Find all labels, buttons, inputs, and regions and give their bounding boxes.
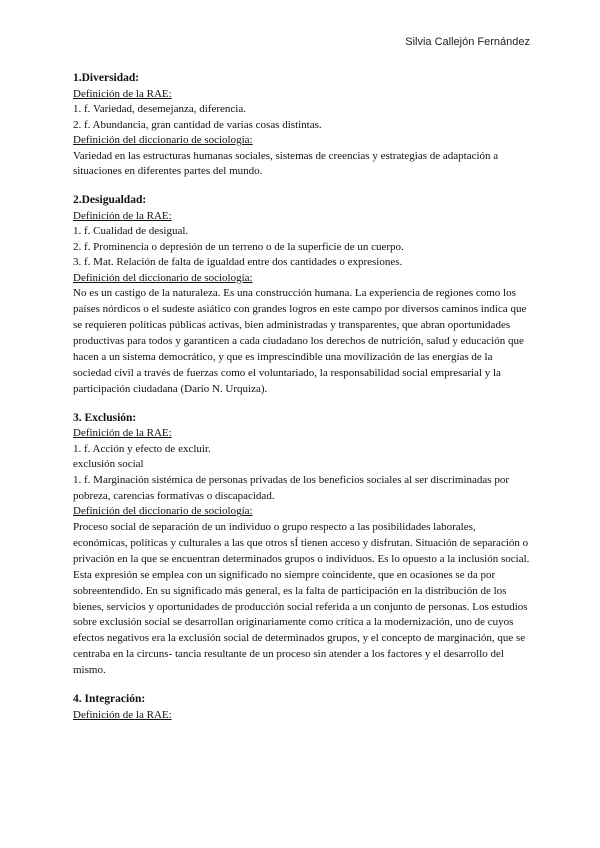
rae-definition-line: exclusión social	[73, 458, 144, 471]
section-integracion	[73, 692, 533, 723]
sociology-definition-label: Definición del diccionario de sociología:	[73, 505, 253, 518]
sociology-definition-text: No es un castigo de la naturaleza. Es una construcción humana. La experiencia de regiones como los países nórdicos o el sudeste asiático con grandes logros en este campo por diversos caminos indica que se requieren políticas públicas activas, bien administradas y transparentes, que abran oportunidades productivas para todos y garanticen a cada ciudadano los derechos de nutrición, salud y educación que hacen a un sistema democrático, y que es imprescindible una movilización de las energías de la sociedad civil a través de fuerzas como el voluntariado, la responsabilidad social empresarial y la participación ciudadana (Darío N. Urquiza).	[73, 287, 527, 395]
rae-definition-line: 1. f. Cualidad de desigual.	[73, 225, 189, 238]
sociology-definition-text: Proceso social de separación de un individuo o grupo respecto a las posibilidades laborales, económicas, políticas y culturales a las que otros sÍ tienen acceso y disfrutan. Situación de separación o privación en la que se encuentran determinados grupos o individuos. Es lo opuesto a la inclusión social. Esta expresión se emplea con un significado no siempre coincidente, que en ocasiones se da por sobreentendido. En su significado más general, es la falta de participación en la distribución de los bienes, servicios y oportunidades de producción social referida a un conjunto de personas. Los estudios sobre exclusión social se desarrollan originariamente como crítica a la modernización, uno de cuyos efectos negativos era la exclusión social de determinados grupos, y el concepto de marginación, que se centraba en la circuns- tancia resultante de un proceso sin atender a los factores y el desarrollo del mismo.	[73, 520, 530, 677]
rae-definition-label: Definición de la RAE:	[73, 87, 172, 100]
rae-definition-line: 1. f. Acción y efecto de excluir.	[73, 442, 211, 455]
document-body	[73, 71, 533, 736]
section-desigualdad	[73, 193, 533, 397]
rae-definition-label: Definición de la RAE:	[73, 209, 172, 222]
rae-definition-line: 2. f. Prominencia o depresión de un terreno o de la superficie de un cuerpo.	[73, 240, 404, 253]
rae-definition-label: Definición de la RAE:	[73, 708, 172, 721]
section-title: 1.Diversidad:	[73, 72, 140, 84]
section-exclusion	[73, 411, 533, 679]
rae-definition-line: 1. f. Variedad, desemejanza, diferencia.	[73, 103, 246, 115]
sociology-definition-label: Definición del diccionario de sociología:	[73, 134, 253, 146]
rae-definition-line: 1. f. Marginación sistémica de personas privadas de los beneficios sociales al ser discriminadas por pobreza, carencias formativas o discapacidad.	[73, 473, 510, 502]
section-title: 4. Integración:	[73, 693, 146, 706]
page-header-author: Silvia Callejón Fernández	[405, 36, 530, 48]
section-diversidad	[73, 71, 533, 180]
sociology-definition-text: Variedad en las estructuras humanas sociales, sistemas de creencias y estrategias de adaptación a situaciones en diferentes partes del mundo.	[73, 149, 499, 178]
rae-definition-line: 2. f. Abundancia, gran cantidad de varias cosas distintas.	[73, 118, 322, 131]
sociology-definition-label: Definición del diccionario de sociología:	[73, 271, 253, 284]
rae-definition-line: 3. f. Mat. Relación de falta de igualdad entre dos cantidades o expresiones.	[73, 256, 403, 269]
section-title: 2.Desigualdad:	[73, 194, 147, 207]
section-title: 3. Exclusión:	[73, 411, 137, 424]
rae-definition-label: Definición de la RAE:	[73, 427, 172, 440]
